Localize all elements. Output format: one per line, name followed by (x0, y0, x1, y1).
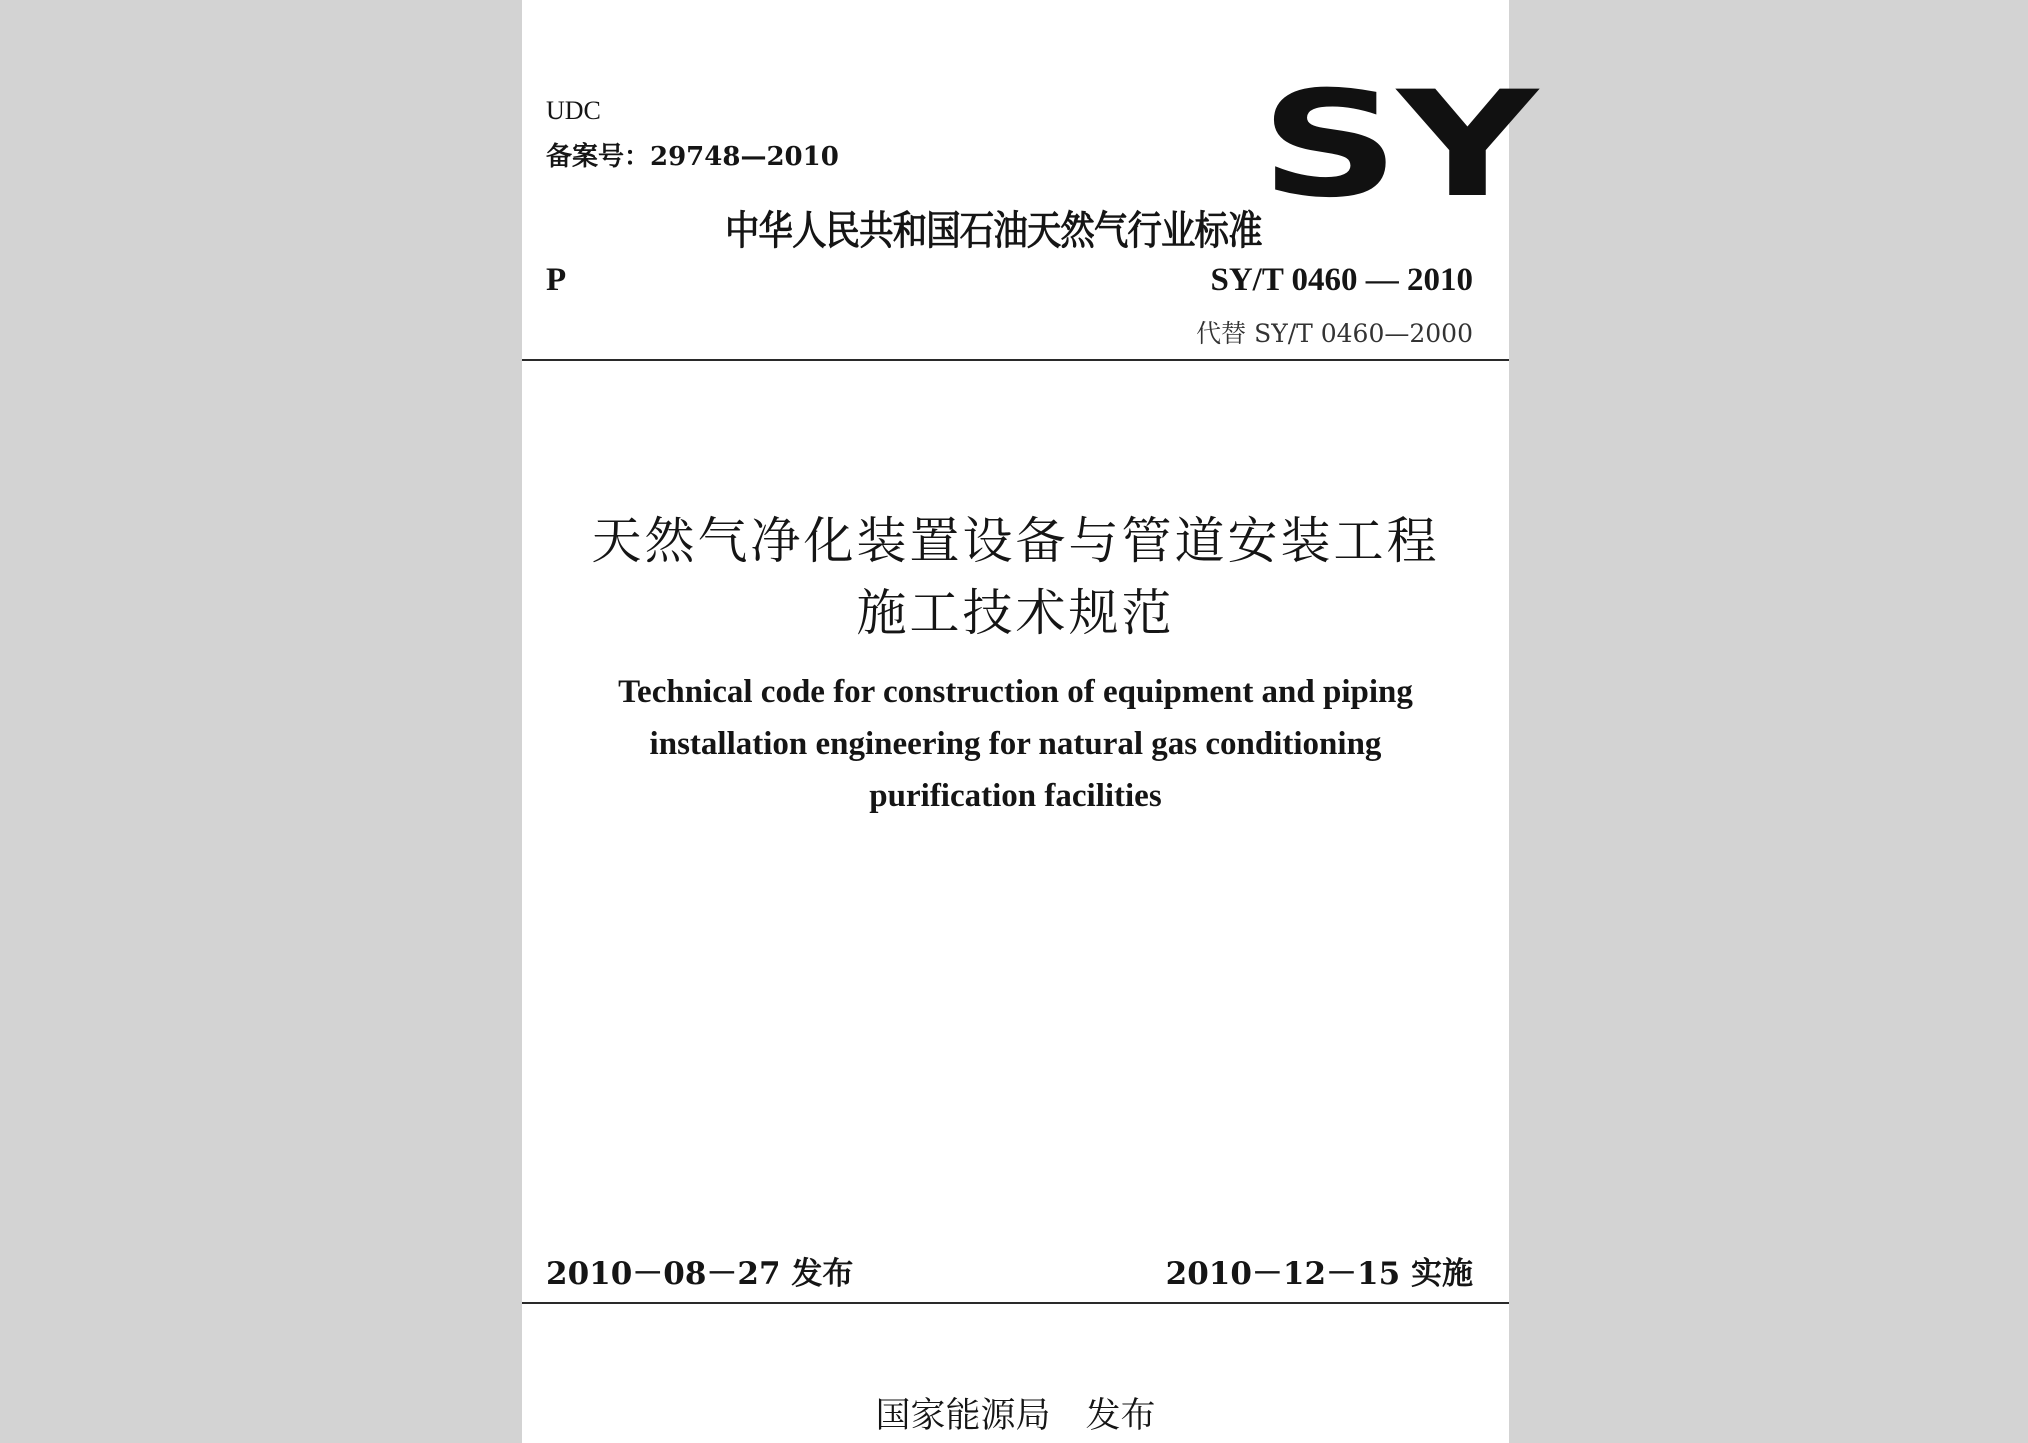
english-title-line-2: installation engineering for natural gas conditioning (649, 726, 1382, 762)
sy-logo: SY (1260, 60, 1536, 230)
issue-date: 2010－08－27 发布 (546, 1256, 854, 1292)
english-title (522, 666, 1509, 822)
english-title-line-1: Technical code for construction of equipment and piping (618, 674, 1413, 710)
classification-code: P (546, 262, 567, 298)
chinese-title-line-1: 天然气净化装置设备与管道安装工程 (591, 512, 1440, 570)
chinese-title-line-2: 施工技术规范 (856, 584, 1175, 642)
replaces-standard: 代替 SY/T 0460—2000 (1196, 319, 1473, 348)
industry-standard-title: 中华人民共和国石油天然气行业标准 (725, 208, 1262, 254)
publisher: 国家能源局 发布 (875, 1396, 1156, 1436)
chinese-title (522, 505, 1509, 649)
implementation-date: 2010－12－15 实施 (1165, 1256, 1473, 1292)
header-divider (522, 359, 1509, 361)
english-title-line-3: purification facilities (869, 778, 1162, 814)
footer-divider (522, 1302, 1509, 1304)
filing-number: 备案号：29748—2010 (546, 142, 839, 172)
document-cover (522, 0, 1536, 1443)
udc-label: UDC (546, 96, 601, 125)
standard-code: SY/T 0460 — 2010 (1210, 262, 1473, 298)
